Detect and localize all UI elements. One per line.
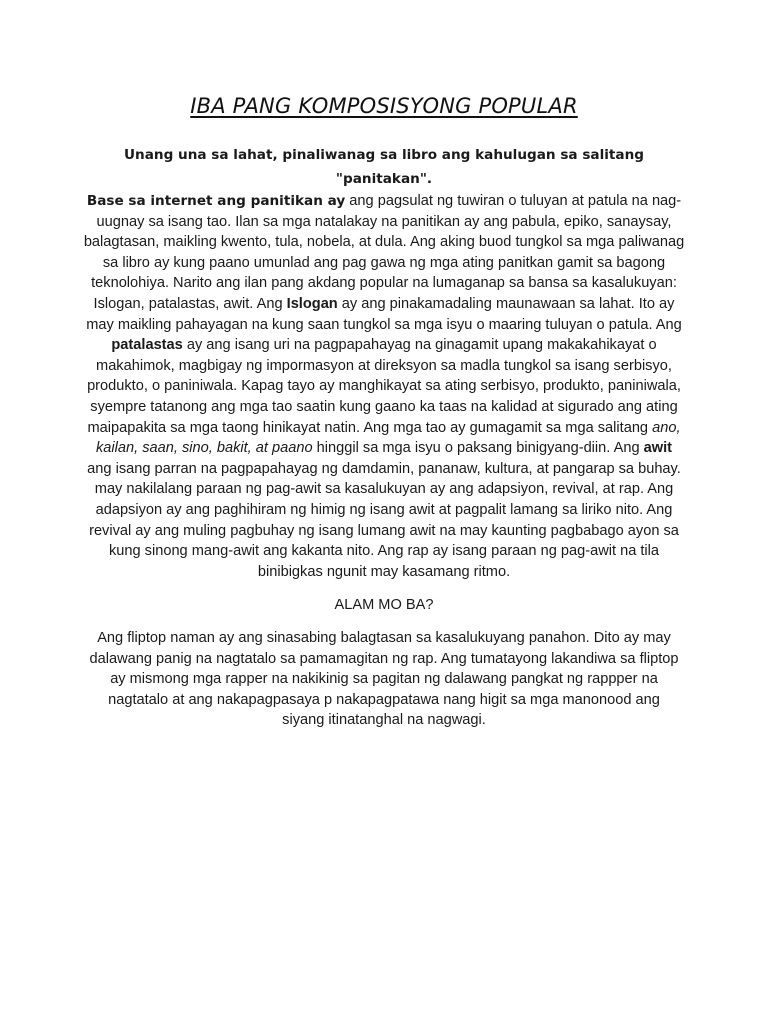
section-heading: ALAM MO BA? — [334, 597, 434, 613]
intro-line-2: Base sa internet ang panitikan ay — [86, 193, 346, 209]
body-text-3: ay ang isang uri na pagpapahayag na ginagamit upang makakahikayat o makahimok, magbigay ng impormasyon at direksyon sa madla tungkol sa isang serbisyo, produkto, o paniniwala. Kapag tayo ay manghikayat sa ating serbisyo, produkto, paniniwala, syempre tatanong ang mga tao saatin kung gaano ka taas na kalidad at sigurado ang ating maipapakita sa mga taong hinikayat natin. Ang mga tao ay gumagamit sa mga salitang — [87, 337, 681, 436]
body-text-5: ang isang parran na pagpapahayag ng damdamin, pananaw, kultura, at pangarap sa buhay. may nakilalang paraan ng pag-awit sa kasalukuyan ay ang adapsiyon, revival, at rap. Ang adapsiyon ay ang paghihiram ng himig ng isang awit at pagpalit lamang sa liriko nito. Ang revival ay ang muling pagbuhay ng isang lumang awit na may kaunting pagbabago ayon sa kung sinong mang-awit ang kakanta nito. Ang rap ay isang paraan ng pag-awit na tila binibigkas ngunit may kasamang ritmo. — [87, 460, 681, 580]
body-text-4: hinggil sa mga isyu o paksang binigyang-diin. Ang — [312, 440, 644, 457]
intro-term-panitakan: panitakan — [343, 171, 420, 187]
body-text-2: ay ang pinakamadaling maunawaan sa lahat. Ito ay may maikling pahayagan na kung saan tungkol sa mga isyu o maaring tuluyan o patula. Ang — [86, 295, 682, 333]
intro-text-b: ". — [419, 171, 433, 187]
document-title: IBA PANG KOMPOSISYONG POPULAR — [190, 94, 578, 118]
body-text-1: ang pagsulat ng tuwiran o tuluyan at patula na nag-uugnay sa isang tao. Ilan sa mga natalakay na panitikan ay ang pabula, epiko, sanaysay, balagtasan, maikling kwento, tula, nobela, at dula. Ang aking buod tungkol sa mga paliwanag sa libro ay kung paano umunlad ang pag gawa ng mga ating panitkan gamit sa bagong teknolohiya. Narito ang ilan pang akdang popular na lumaganap sa bansa sa kasalukuyan: Islogan, patalastas, awit. Ang — [83, 193, 685, 312]
intro-text-a: Unang una sa lahat, pinaliwanag sa libro ang kahulugan sa salitang " — [124, 147, 644, 187]
fliptop-paragraph: Ang fliptop naman ay ang sinasabing balagtasan sa kasalukuyang panahon. Dito ay may dalawang panig na nagtatalo sa pamamagitan ng rap. Ang tumatayong lakandiwa sa fliptop ay mismong mga rapper na nakikinig sa pagitan ng dalawang pangkat ng rappper na nagtatalo at ang nakapagpasaya p nakapagpatawa nang higit sa mga manonood ang siyang itinatanghal na nagwagi. — [89, 630, 679, 729]
term-awit: awit — [643, 440, 673, 457]
main-paragraph — [82, 143, 686, 582]
term-islogan: Islogan — [286, 295, 338, 312]
term-patalastas: patalastas — [111, 337, 183, 354]
intro-sentence — [82, 143, 686, 191]
italic-question-words: ano, kailan, saan, sino, bakit, at paano — [95, 419, 681, 457]
